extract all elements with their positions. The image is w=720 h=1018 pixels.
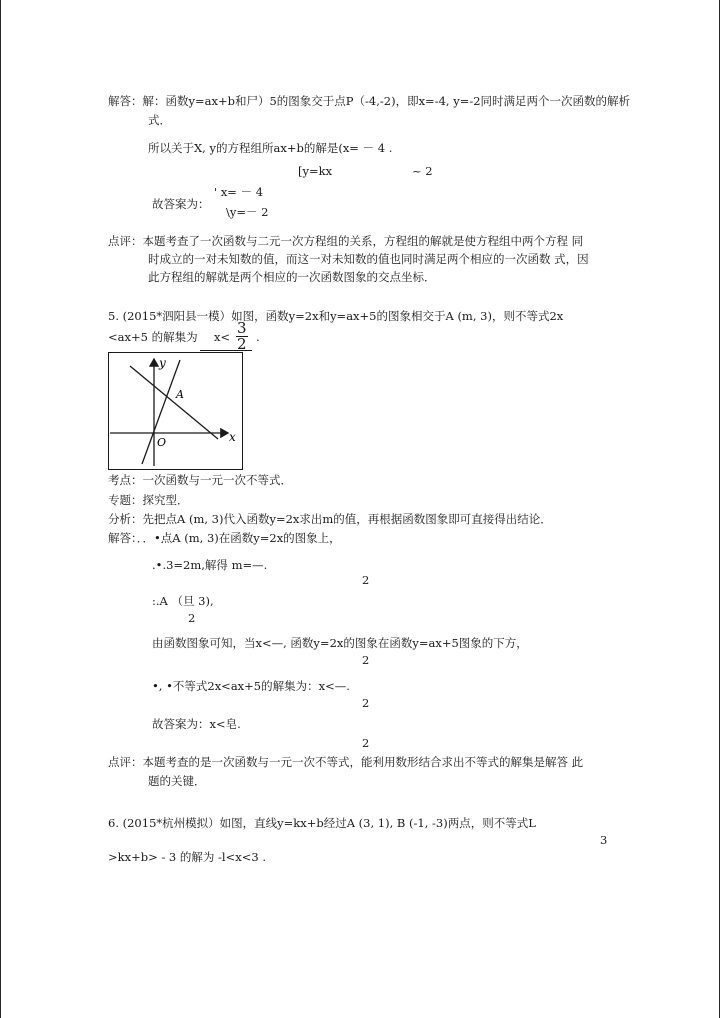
comment5-line-2: 题的关键．: [148, 774, 206, 788]
point-a-label: A: [176, 388, 184, 401]
solution5-line-3: :.A （旦 3),: [152, 594, 214, 608]
x-axis-label: x: [229, 430, 236, 444]
comment-line-1: 点评：本题考查了一次函数与二元一次方程组的关系，方程组的解就是使方程组中两个方程 同: [108, 234, 584, 248]
solution5-denominator-1: 2: [362, 573, 370, 587]
equation-system-value: ~ 2: [412, 164, 433, 178]
solution5-line-1: 解答：．．•点A (m, 3)在函数y=2x的图象上，: [108, 531, 341, 545]
answer-x-less: x<: [214, 330, 231, 344]
problem-6-denominator: 3: [600, 833, 608, 847]
problem-5-statement-cont: <ax+5 的解集为: [108, 330, 198, 344]
comment5-line-1: 点评：本题考查的是一次函数与一元一次不等式，能利用数形结合求出不等式的解集是解答 此: [108, 755, 584, 769]
fraction-denominator: 2: [237, 335, 247, 353]
analysis-line: 分析：先把点A (m, 3)代入函数y=2x求出m的值，再根据函数图象即可直接得出结论．: [108, 512, 552, 526]
origin-label: O: [157, 436, 167, 449]
solution5-answer: 故答案为：x<皂.: [152, 717, 241, 731]
topic-line: 考点：一次函数与一元一次不等式．: [108, 473, 292, 487]
equation-system-row: [y=kx: [298, 164, 333, 178]
y-axis-label: y: [159, 356, 166, 370]
comment-line-2: 时成立的一对未知数的值，而这一对未知数的值也同时满足两个相应的一次函数 式，因: [148, 252, 589, 266]
figure-border: [109, 353, 243, 470]
answer-fraction: [236, 321, 248, 352]
solution5-line-2: .•.3=2m,解得 m=—.: [152, 558, 268, 572]
page-left-edge: [0, 0, 1, 1018]
problem-5-statement: 5. (2015*泗阳县一模）如图，函数y=2x和y=ax+5的图象相交于A (m, 3)，则不等式2x: [108, 309, 564, 323]
answer-label: 故答案为：: [152, 197, 210, 211]
solution-line-2: 式．: [148, 113, 171, 127]
solution5-denominator-5: 2: [362, 736, 370, 750]
problem-6-answer: >kx+b> - 3 的解为 -l<x<3 .: [108, 850, 266, 864]
category-line: 专题：探究型．: [108, 493, 189, 507]
solution5-denominator-4: 2: [362, 696, 370, 710]
solution5-line-4: 由函数图象可知，当x<—, 函数y=2x的图象在函数y=ax+5图象的下方，: [152, 636, 528, 650]
answer-system-y: \y=－ 2: [226, 205, 269, 219]
solution-line-3: 所以关于X, y的方程组所ax+b的解是(x= － 4 .: [148, 141, 393, 155]
solution5-denominator-3: 2: [362, 653, 370, 667]
problem-6-statement: 6. (2015*杭州模拟）如图，直线y=kx+b经过A (3, 1), B (-1, -3)两点，则不等式L: [108, 816, 536, 830]
function-graph-figure: [108, 352, 243, 470]
fraction-numerator: 3: [237, 319, 247, 337]
solution5-denominator-2: 2: [188, 611, 196, 625]
answer-system-x: ' x= － 4: [214, 185, 264, 199]
comment-line-3: 此方程组的解就是两个相应的一次函数图象的交点坐标．: [148, 270, 436, 284]
answer-period: .: [256, 330, 260, 344]
solution-line-1: 解答：解：函数y=ax+b和尸）5的图象交于点P（-4,-2)，即x=-4, y=-2同时满足两个一次函数的解析: [108, 94, 631, 108]
solution5-line-5: •, •不等式2x<ax+5的解集为：x<—.: [152, 679, 350, 693]
